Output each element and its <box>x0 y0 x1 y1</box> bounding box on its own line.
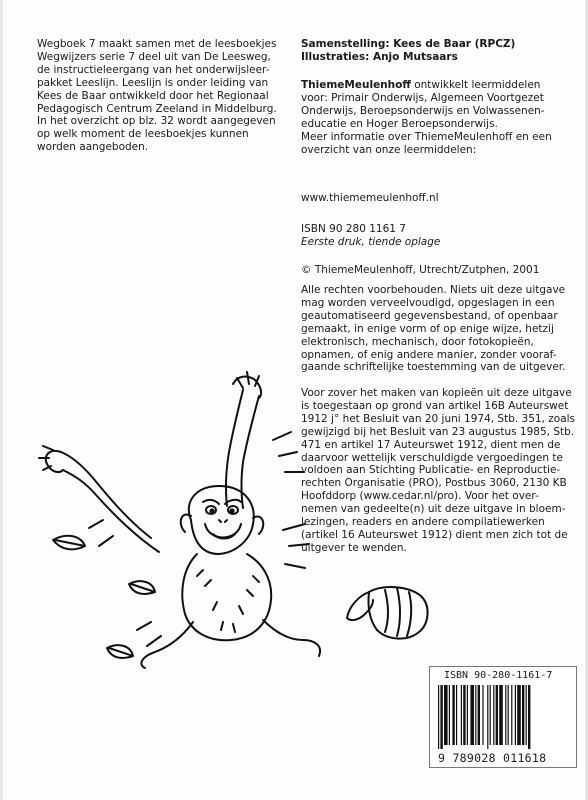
illustrations-credit: Illustraties: Anjo Mutsaars <box>301 50 458 63</box>
copying-line: 471 en artikel 17 Auteurswet 1912, dient men de <box>301 438 561 451</box>
publisher-first-line-rest: ontwikkelt leermiddelen <box>410 79 541 91</box>
intro-line: worden aangeboden. <box>37 141 149 154</box>
composition-credit: Samenstelling: Kees de Baar (RPCZ) <box>301 38 516 50</box>
copying-line: gewijzigd bij het Besluit van 23 augustus 1985, Stb. <box>301 425 575 438</box>
edition-text: Eerste druk, tiende oplage <box>301 235 441 248</box>
isbn-text: ISBN 90 280 1161 7 <box>301 223 406 235</box>
copyright-line: © ThiemeMeulenhoff, Utrecht/Zutphen, 2001 <box>301 264 540 276</box>
copying-line: Hoofddorp (www.cedar.nl/pro). Voor het over- <box>301 490 539 503</box>
rights-line: geautomatiseerd gegevensbestand, of openbaar <box>301 309 558 322</box>
credits-block <box>301 38 573 64</box>
website-link[interactable]: www.thiememeulenhoff.nl <box>301 192 439 204</box>
rights-line: opnamen, of enig andere manier, zonder vooraf- <box>301 348 557 361</box>
copying-line: nemen van gedeelte(n) uit deze uitgave in bloem- <box>301 503 566 516</box>
intro-line: Wegboek 7 maakt samen met de leesboekjes <box>37 38 277 50</box>
intro-paragraph <box>37 38 277 154</box>
publisher-first-line <box>301 79 573 92</box>
publisher-paragraph <box>301 79 573 156</box>
publisher-line: voor: Primair Onderwijs, Algemeen Voortgezet <box>301 91 544 104</box>
copying-line: uitgever te wenden. <box>301 541 407 554</box>
copying-line: rechten Organisatie (PRO), Postbus 3060, 2130 KB <box>301 477 567 490</box>
intro-line: de instructieleergang van het onderwijsleer- <box>37 63 270 76</box>
barcode-isbn-label: ISBN 90-280-1161-7 <box>444 670 553 681</box>
barcode-number: 9 789028 011618 <box>438 751 547 765</box>
copying-line: is toegestaan op grond van artikel 16B Auteurswet <box>301 399 569 412</box>
publisher-line: Onderwijs, Beroepsonderwijs en Volwassenen- <box>301 104 545 117</box>
copying-line: Voor zover het maken van kopieën uit deze uitgave <box>301 387 572 399</box>
copying-line: lezingen, readers en andere compilatiewerken <box>301 516 545 529</box>
rights-line: gemaakt, in enige vorm of op enige wijze, hetzij <box>301 322 554 335</box>
copying-line: daarvoor wettelijk verschuldigde vergoedingen te <box>301 451 563 464</box>
intro-line: pakket Leeslijn. Leeslijn is onder leiding van <box>37 76 269 89</box>
rights-line: Alle rechten voorbehouden. Niets uit deze uitgave <box>301 284 566 296</box>
rights-paragraph <box>301 284 573 374</box>
publisher-line: overzicht van onze leermiddelen: <box>301 143 477 156</box>
rights-line: mag worden verveelvoudigd, opgeslagen in een <box>301 296 555 309</box>
copying-line: voldoen aan Stichting Publicatie- en Reproductie- <box>301 464 561 477</box>
isbn-block <box>301 223 573 249</box>
intro-line: In het overzicht op blz. 32 wordt aangegeven <box>37 115 276 128</box>
intro-line: Kees de Baar ontwikkeld door het Regionaal <box>37 89 269 102</box>
copying-line: 1912 j° het Besluit van 20 juni 1974, Stb. 351, zoals <box>301 412 576 425</box>
rights-line: elektronisch, mechanisch, door fotokopieën, <box>301 335 534 348</box>
chimpanzee-illustration <box>33 370 453 670</box>
barcode-icon <box>438 685 568 749</box>
copying-line: (artikel 16 Auteurswet 1912) dient men zich tot de <box>301 528 568 541</box>
publisher-line: Meer informatie over ThiemeMeulenhoff en een <box>301 130 552 143</box>
publisher-name: ThiemeMeulenhoff <box>301 79 411 91</box>
publisher-line: educatie en Hoger Beroepsonderwijs. <box>301 117 498 130</box>
barcode-box <box>429 666 577 768</box>
intro-line: Wegwijzers serie 7 deel uit van De Leesweg, <box>37 50 271 63</box>
intro-line: Pedagogisch Centrum Zeeland in Middelburg. <box>37 102 277 115</box>
rights-line: gaande schriftelijke toestemming van de uitgever. <box>301 361 566 374</box>
intro-line: op welk moment de leesboekjes kunnen <box>37 128 249 141</box>
